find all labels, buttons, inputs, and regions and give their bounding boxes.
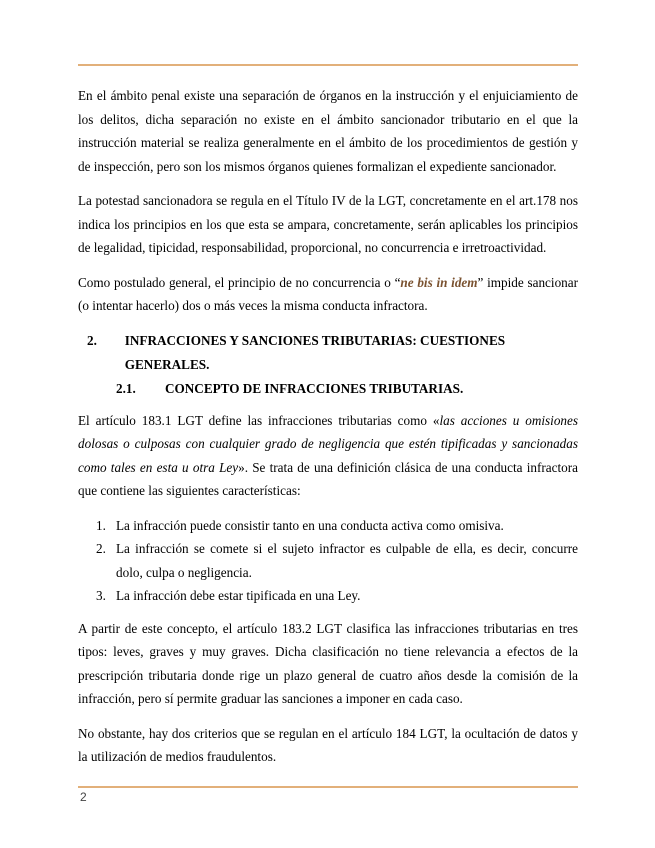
list-item [78,584,578,608]
legal-quote: las acciones u omisiones dolosas o culposas con cualquier grado de negligencia que estén tipificadas y sancionadas como tales en esta u otra Ley [78,412,578,475]
characteristics-list [78,514,578,608]
paragraph-penal-separation: En el ámbito penal existe una separación de órganos en la instrucción y el enjuiciamiento de los delitos, dicha separación no existe en el ámbito sancionador tributario en el que la instrucción material se realiza generalmente en el ámbito de los procedimientos de gestión y de inspección, pero son los mismos órganos quienes formalizan el expediente sancionador. [78,88,578,174]
latin-term: ne bis in idem [400,274,478,290]
paragraph-sanctioning-power: La potestad sancionadora se regula en el Título IV de la LGT, concretamente en el art.178 nos indica los principios en los que esta se ampara, concretamente, serán aplicables los principios de legalidad, tipicidad, responsabilidad, proporcional, no concurrencia e irretroactividad. [78,193,578,255]
paragraph-non-concurrence [78,271,578,318]
text-segment: ». Se trata de una definición clásica de una conducta infractora que contiene las siguientes características: [78,459,578,498]
list-number: 3. [96,588,106,603]
list-text: La infracción puede consistir tanto en una conducta activa como omisiva. [116,517,504,533]
section-number: 2. [87,332,97,348]
section-heading [78,329,578,377]
page-number: 2 [80,790,87,804]
list-text: La infracción debe estar tipificada en una Ley. [116,588,361,603]
text-segment: El artículo 183.1 LGT define las infracciones tributarias como « [78,412,440,428]
section-title: INFRACCIONES Y SANCIONES TRIBUTARIAS: CUESTIONES GENERALES. [124,332,506,372]
text-segment: Como postulado general, el principio de no concurrencia o “ [78,274,401,290]
footer-rule [78,786,578,788]
list-item [78,537,578,584]
list-text: La infracción se comete si el sujeto infractor es culpable de ella, es decir, concurre dolo, culpa o negligencia. [116,541,578,580]
paragraph-definition [78,409,578,503]
subsection-title: CONCEPTO DE INFRACCIONES TRIBUTARIAS. [165,380,464,396]
list-item [78,514,578,538]
header-rule [78,64,578,66]
paragraph-classification: A partir de este concepto, el artículo 183.2 LGT clasifica las infracciones tributarias en tres tipos: leves, graves y muy graves. Dicha clasificación no tiene relevancia a efectos de la prescripción tributaria donde rige un plazo general de cuatro años desde la comisión de la infracción, pero sí permite graduar las sanciones a imponer en cada caso. [78,620,578,706]
subsection-heading [78,377,578,401]
text-segment: ” impide sancionar (o intentar hacerlo) dos o más veces la misma conducta infractora. [78,274,578,313]
list-number: 2. [96,541,106,556]
subsection-number: 2.1. [116,380,136,396]
paragraph-criteria: No obstante, hay dos criterios que se regulan en el artículo 184 LGT, la ocultación de datos y la utilización de medios fraudulentos. [78,725,578,764]
list-number: 1. [96,517,106,533]
page-body [78,84,578,780]
